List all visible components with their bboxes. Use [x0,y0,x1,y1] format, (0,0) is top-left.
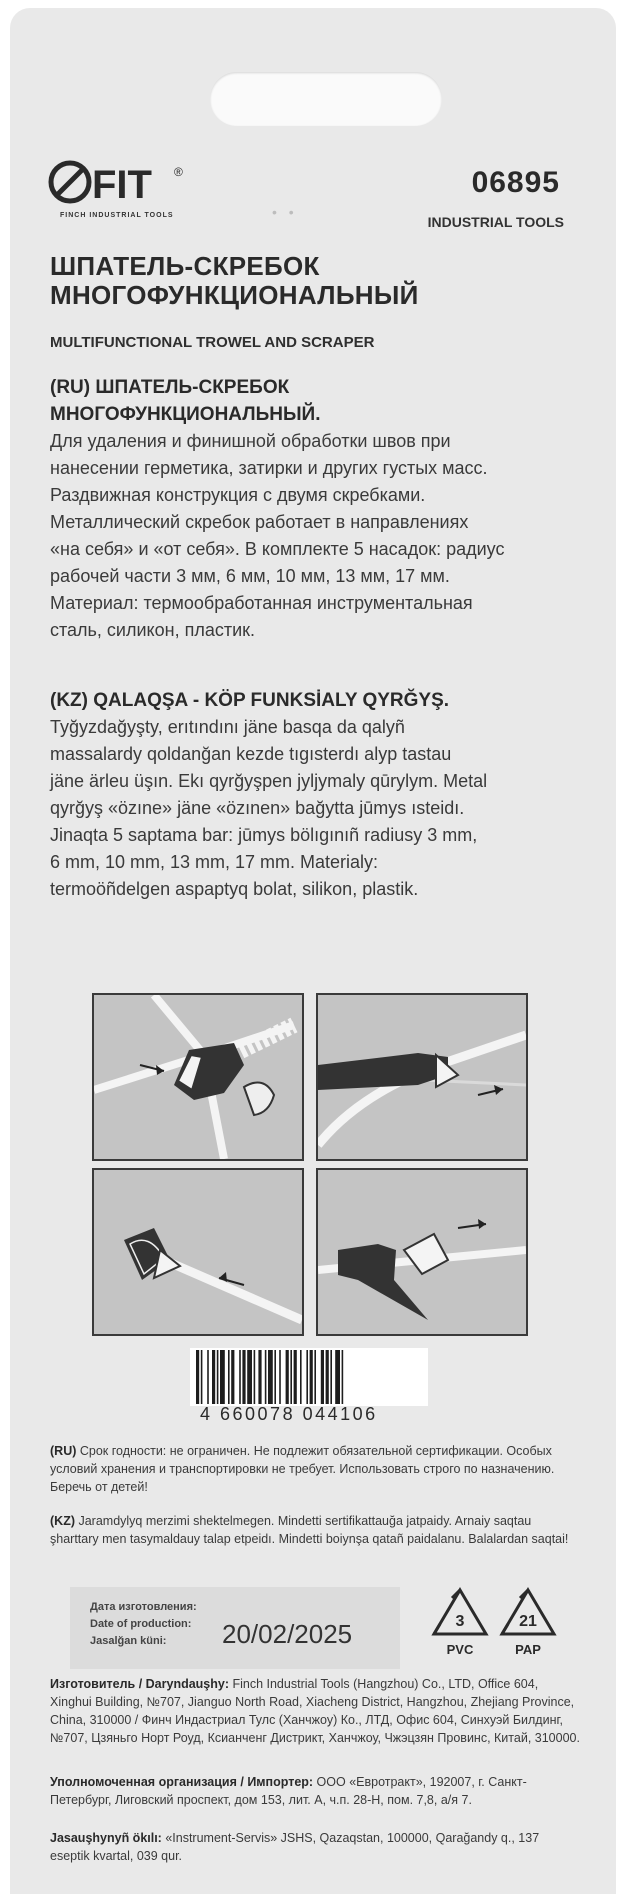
article-number: 06895 [471,166,560,199]
recycle-pap [498,1586,558,1666]
brand-logo [48,160,218,230]
product-title [50,252,570,310]
kz-line: Jinaqta 5 saptama bar: jūmys bölıgınıñ radiusy 3 mm, [50,825,478,845]
ru-line: Материал: термообработанная инструментальная [50,593,473,613]
manufacturer-label: Изготовитель / Daryndauşhy: [50,1677,229,1691]
shelf-life-ru-text: Срок годности: не ограничен. Не подлежит обязательной сертификации. Особых условий хранения и транспортировки не требует. Использовать строго по назначению. Беречь от детей! [50,1444,555,1494]
shelf-life-kz [50,1512,580,1548]
shelf-life-ru-prefix: (RU) [50,1444,77,1458]
kz-heading: (KZ) QALAQŞA - KÖP FUNKSİALY QYRĞYŞ. [50,690,450,711]
ru-line: нанесении герметика, затирки и других густых масс. [50,458,488,478]
title-line-1: ШПАТЕЛЬ-СКРЕБОК [50,251,320,281]
kz-description [50,687,580,903]
product-title-english: MULTIFUNCTIONAL TROWEL AND SCRAPER [50,334,375,351]
fit-logo-icon [48,160,218,210]
logo-tagline: FINCH INDUSTRIAL TOOLS [60,212,174,219]
production-date-labels [90,1599,197,1650]
ru-heading-2: МНОГОФУНКЦИОНАЛЬНЫЙ. [50,404,321,425]
title-line-2: МНОГОФУНКЦИОНАЛЬНЫЙ [50,280,419,310]
manufacturer-info [50,1675,580,1747]
date-label-kz: Jasalğan küni: [90,1635,167,1647]
date-label-en: Date of production: [90,1618,192,1630]
kz-line: massalardy qoldanğan kezde tıgısterdı alyp tastau [50,744,452,764]
kz-representative-info [50,1829,580,1865]
ru-heading-1: (RU) ШПАТЕЛЬ-СКРЕБОК [50,377,290,398]
ru-line: Металлический скребок работает в направлениях [50,512,469,532]
kz-line: 6 mm, 10 mm, 13 mm, 17 mm. Materialy: [50,852,379,872]
hang-hole [210,72,442,126]
usage-illustration-3 [92,1168,304,1336]
kz-line: Tyğyzdağyşty, erıtındını jäne basqa da qalyñ [50,717,405,737]
manufacturer-text: Finch Industrial Tools (Hangzhou) Co., LTD, Office 604, Xinghui Building, №707, Jianguo North Road, Xiacheng District, Hangzhou, Zhejiang Province, China, 310000 / Финч Индастриал Тулс (Ханчжоу) Ко., ЛТД, Офис 604, Синхуэй Билдинг, №707, Цзяньго Норт Роуд, Ксианченг Дистрикт, Ханчжоу, Чжэцзян Провинс, Китай, 310000. [50,1677,580,1745]
category-label: INDUSTRIAL TOOLS [427,214,564,230]
date-label-ru: Дата изготовления: [90,1601,197,1613]
barcode [190,1348,428,1406]
usage-illustration-2 [316,993,528,1161]
recycle-material: PVC [446,1642,474,1657]
ru-line: «на себя» и «от себя». В комплекте 5 насадок: радиус [50,539,505,559]
recycle-code: 3 [455,1613,465,1630]
authorized-label: Уполномоченная организация / Импортер: [50,1775,314,1789]
ru-line: Для удаления и финишной обработки швов при [50,431,451,451]
kz-representative-text: «Instrument-Servis» JSHS, Qazaqstan, 100000, Qarağandy q., 137 eseptik kvartal, 039 qur. [50,1831,540,1863]
ru-line: рабочей части 3 мм, 6 мм, 10 мм, 13 мм, 17 мм. [50,566,450,586]
shelf-life-ru [50,1442,580,1496]
recycle-triangle-icon [498,1586,558,1640]
kz-line: jäne ärleu üşın. Ekı qyrğyşpen jyljymaly qūrylym. Metal [50,771,488,791]
usage-illustration-1 [92,993,304,1161]
ru-description [50,374,580,644]
usage-illustration-4 [316,1168,528,1336]
production-date-box [70,1587,400,1669]
recycle-material: PAP [515,1642,541,1657]
production-date-value: 20/02/2025 [222,1619,353,1649]
embossed-dots: • • [272,204,298,220]
barcode-bars [190,1348,428,1406]
logo-text: FIT [92,163,152,207]
ru-line: Раздвижная конструкция с двумя скребками. [50,485,426,505]
kz-representative-label: Jasauşhynyñ ökılı: [50,1831,162,1845]
recycle-pvc [430,1586,490,1666]
kz-line: qyrğyş «özıne» jäne «özınen» bağytta jūmys ısteidı. [50,798,465,818]
shelf-life-kz-prefix: (KZ) [50,1514,75,1528]
authorized-org-info [50,1773,580,1809]
authorized-text: ООО «Евротракт», 192007, г. Санкт-Петербург, Лиговский проспект, дом 153, лит. А, ч.п. 28-Н, пом. 7,8, а/я 7. [50,1775,527,1807]
barcode-number: 4 660078 044106 [200,1404,378,1424]
kz-line: termoöñdelgen aspaptyq bolat, silikon, plastik. [50,879,419,899]
registered-mark: ® [174,165,183,179]
recycle-code: 21 [519,1613,537,1630]
ru-line: сталь, силикон, пластик. [50,620,256,640]
shelf-life-kz-text: Jaramdylyq merzimi shektelmegen. Mindetti sertifikattauğa jatpaidy. Arnaiy saqtau şharttary men tasymaldauy talap etpeidı. Mindetti boiynşa qatañ paidalanu. Balalardan saqtai! [50,1514,569,1546]
recycle-triangle-icon [430,1586,490,1640]
